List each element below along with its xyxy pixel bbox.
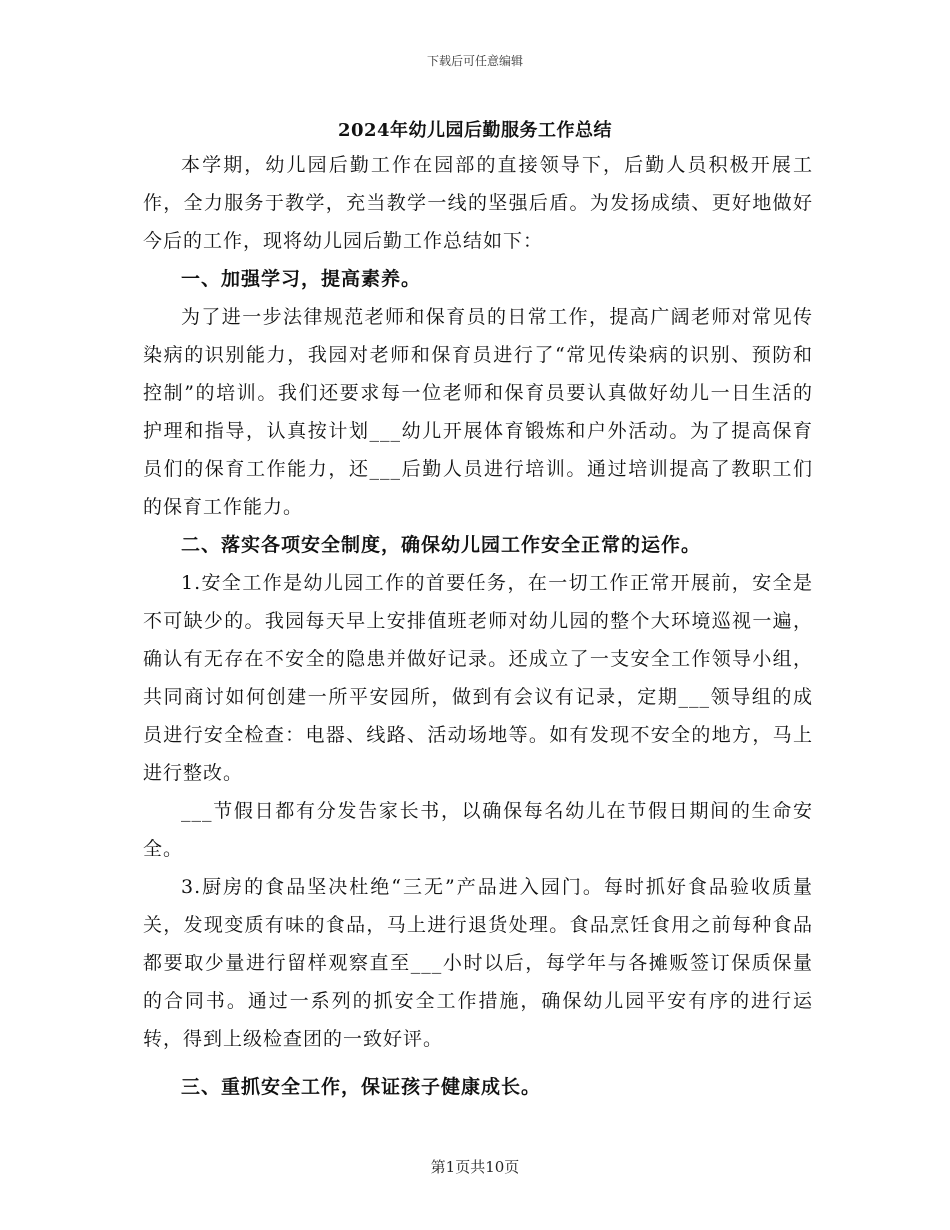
section-heading-2: 二、落实各项安全制度，确保幼儿园工作安全正常的运作。 xyxy=(181,534,702,556)
section-2-item-2: ___节假日都有分发告家长书，以确保每名幼儿在节假日期间的生命安全。 xyxy=(143,800,813,860)
intro-paragraph: 本学期，幼儿园后勤工作在园部的直接领导下，后勤人员积极开展工作，全力服务于教学，充当教学一线的坚强后盾。为发扬成绩、更好地做好今后的工作，现将幼儿园后勤工作总结如下： xyxy=(143,154,813,252)
section-1-paragraph: 为了进一步法律规范老师和保育员的日常工作，提高广阔老师对常见传染病的识别能力，我园对老师和保育员进行了“常见传染病的识别、预防和控制”的培训。我们还要求每一位老师和保育员要认真做好幼儿一日生活的护理和指导，认真按计划___幼儿开展体育锻炼和户外活动。为了提高保育员们的保育工作能力，还___后勤人员进行培训。通过培训提高了教职工们的保育工作能力。 xyxy=(143,306,813,518)
section-heading-1: 一、加强学习，提高素养。 xyxy=(181,268,422,290)
section-2-item-3: 3.厨房的食品坚决杜绝“三无”产品进入园门。每时抓好食品验收质量关，发现变质有味的食品，马上进行退货处理。食品烹饪食用之前每种食品都要取少量进行留样观察直至___小时以后，每学年与各摊贩签订保质保量的合同书。通过一系列的抓安全工作措施，确保幼儿园平安有序的进行运转，得到上级检查团的一致好评。 xyxy=(143,876,813,1050)
document-body xyxy=(143,146,813,1106)
document-title: 2024年幼儿园后勤服务工作总结 xyxy=(337,120,613,141)
page-footer: 第1页共10页 xyxy=(430,1158,520,1176)
header-note: 下载后可任意编辑 xyxy=(426,54,523,68)
section-heading-3: 三、重抓安全工作，保证孩子健康成长。 xyxy=(181,1076,542,1098)
section-2-item-1: 1.安全工作是幼儿园工作的首要任务，在一切工作正常开展前，安全是不可缺少的。我园每天早上安排值班老师对幼儿园的整个大环境巡视一遍，确认有无存在不安全的隐患并做好记录。还成立了一支安全工作领导小组，共同商讨如何创建一所平安园所，做到有会议有记录，定期___领导组的成员进行安全检查：电器、线路、活动场地等。如有发现不安全的地方，马上进行整改。 xyxy=(143,572,813,784)
